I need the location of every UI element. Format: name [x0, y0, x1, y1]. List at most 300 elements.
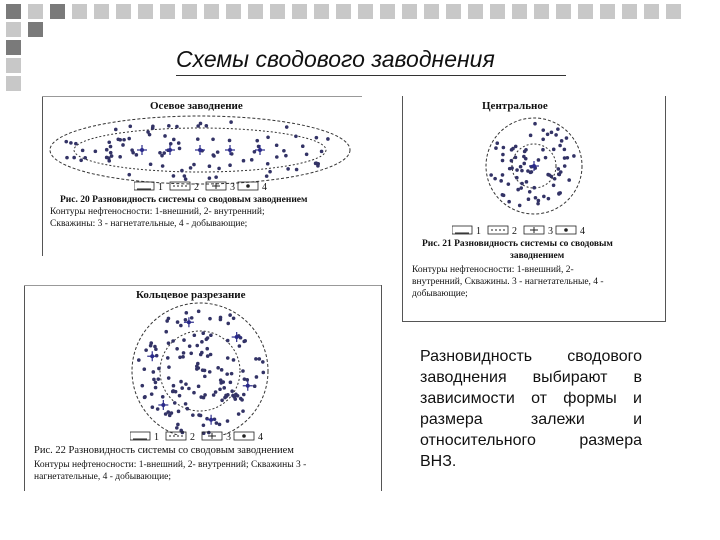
decorative-square: [644, 4, 659, 19]
producer-well-dot: [261, 371, 265, 375]
producer-well-dot: [546, 173, 550, 177]
producer-well-dot: [242, 159, 246, 163]
injector-well-icon: [147, 351, 157, 361]
producer-well-dot: [532, 186, 536, 190]
producer-well-dot: [230, 372, 234, 376]
injector-center: [228, 148, 232, 152]
producer-well-dot: [122, 138, 126, 142]
decorative-square: [666, 4, 681, 19]
producer-well-dot: [128, 125, 132, 129]
injector-well-icon: [529, 161, 539, 171]
producer-well-dot: [142, 367, 146, 371]
producer-well-dot: [510, 159, 514, 163]
producer-well-dot: [275, 143, 279, 147]
producer-well-dot: [508, 167, 512, 171]
injector-well-icon: [255, 145, 265, 155]
producer-well-dot: [266, 135, 270, 139]
producer-well-dot: [515, 168, 519, 172]
legend-label: 4: [258, 432, 263, 443]
producer-well-dot: [192, 391, 196, 395]
producer-well-dot: [185, 311, 189, 315]
producer-well-dot: [156, 407, 160, 411]
producer-well-dot: [208, 370, 212, 374]
producer-well-dot: [557, 192, 561, 196]
legend-label: 1: [154, 432, 159, 443]
producer-well-dot: [69, 141, 73, 145]
legend-mark: [242, 434, 246, 438]
producer-well-dot: [295, 168, 299, 172]
producer-well-dot: [534, 196, 538, 200]
decorative-square: [380, 4, 395, 19]
producer-well-dot: [203, 375, 207, 379]
producer-well-dot: [167, 365, 171, 369]
producer-well-dot: [197, 310, 201, 314]
producer-well-dot: [177, 141, 181, 145]
injector-well-icon: [243, 381, 253, 391]
producer-well-dot: [215, 421, 219, 425]
producer-well-dot: [557, 172, 561, 176]
title-underline: [176, 75, 566, 76]
decorative-square: [578, 4, 593, 19]
producer-well-dot: [241, 409, 245, 413]
decorative-square: [160, 4, 175, 19]
decorative-square: [622, 4, 637, 19]
producer-well-dot: [242, 393, 246, 397]
decorative-square: [248, 4, 263, 19]
producer-well-dot: [544, 156, 548, 160]
producer-well-dot: [186, 407, 190, 411]
producer-well-dot: [502, 146, 506, 150]
producer-well-dot: [218, 387, 222, 391]
producer-well-dot: [188, 344, 192, 348]
producer-well-dot: [514, 156, 518, 160]
producer-well-dot: [554, 133, 558, 137]
producer-well-dot: [200, 351, 204, 355]
producer-well-dot: [74, 142, 78, 146]
producer-well-dot: [140, 384, 144, 388]
producer-well-dot: [195, 344, 199, 348]
producer-well-dot: [179, 324, 183, 328]
decorative-square: [226, 4, 241, 19]
producer-well-dot: [109, 151, 113, 155]
decorative-square: [402, 4, 417, 19]
producer-well-dot: [519, 165, 523, 169]
producer-well-dot: [217, 167, 221, 171]
producer-well-dot: [107, 140, 111, 144]
producer-well-dot: [216, 366, 220, 370]
figure-axial-panel: [42, 96, 362, 256]
producer-well-dot: [161, 164, 165, 168]
producer-well-dot: [286, 167, 290, 171]
producer-well-dot: [156, 377, 160, 381]
decorative-square: [116, 4, 131, 19]
producer-well-dot: [230, 389, 234, 393]
decorative-square: [6, 4, 21, 19]
producer-well-dot: [566, 156, 570, 160]
legend-label: 2: [194, 182, 199, 192]
producer-well-dot: [542, 195, 546, 199]
producer-well-dot: [181, 355, 185, 359]
producer-well-dot: [250, 158, 254, 162]
figure-heading: Кольцевое разрезание: [136, 289, 246, 301]
panel-border-bottom: [402, 321, 666, 322]
decorative-square: [204, 4, 219, 19]
producer-well-dot: [257, 357, 261, 361]
producer-well-dot: [144, 348, 148, 352]
producer-well-dot: [168, 414, 172, 418]
producer-well-dot: [294, 134, 298, 138]
producer-well-dot: [265, 174, 269, 178]
decorative-square: [314, 4, 329, 19]
producer-well-dot: [526, 169, 530, 173]
producer-well-dot: [184, 402, 188, 406]
figure-caption-line: Скважины: 3 - нагнетательные, 4 - добывающие;: [50, 219, 248, 229]
slide-body-text: Разновидность сводового заводнения выбирают в зависимости от формы и размера залежи и относительного размера ВНЗ.: [420, 348, 642, 470]
producer-well-dot: [220, 368, 224, 372]
producer-well-dot: [79, 158, 83, 162]
producer-well-dot: [216, 150, 220, 154]
producer-well-dot: [176, 423, 180, 427]
producer-well-dot: [175, 347, 179, 351]
producer-well-dot: [515, 176, 519, 180]
figure-caption-line: добывающие;: [412, 289, 468, 299]
producer-well-dot: [200, 340, 204, 344]
legend-ring: [130, 430, 300, 444]
injector-center: [246, 384, 250, 388]
producer-well-dot: [148, 133, 152, 137]
producer-well-dot: [152, 378, 156, 382]
producer-well-dot: [192, 163, 196, 167]
producer-well-dot: [182, 351, 186, 355]
legend-label: 1: [476, 226, 481, 236]
legend-central: [452, 224, 622, 236]
injector-well-icon: [232, 332, 242, 342]
injector-center: [161, 403, 165, 407]
producer-well-dot: [522, 162, 526, 166]
producer-well-dot: [525, 180, 529, 184]
producer-well-dot: [178, 147, 182, 151]
producer-well-dot: [552, 148, 556, 152]
producer-well-dot: [314, 161, 318, 165]
producer-well-dot: [190, 316, 194, 320]
producer-well-dot: [550, 175, 554, 179]
producer-well-dot: [176, 320, 180, 324]
producer-well-dot: [243, 339, 247, 343]
producer-well-dot: [284, 154, 288, 158]
figure-caption-line: Контуры нефтеносности: 1-внешний, 2- внутренний; Скважины 3 -: [34, 460, 307, 470]
producer-well-dot: [114, 128, 118, 132]
producer-well-dot: [494, 146, 498, 150]
decorative-square: [468, 4, 483, 19]
producer-well-dot: [94, 150, 98, 154]
producer-well-dot: [495, 141, 499, 145]
producer-well-dot: [167, 341, 171, 345]
decorative-square: [534, 4, 549, 19]
producer-well-dot: [196, 362, 200, 366]
decorative-square: [72, 4, 87, 19]
slide-title: Схемы сводового заводнения: [176, 46, 495, 72]
producer-well-dot: [201, 331, 205, 335]
producer-well-dot: [131, 151, 135, 155]
legend-label: 3: [548, 226, 553, 236]
producer-well-dot: [563, 164, 567, 168]
injector-center: [168, 148, 172, 152]
decorative-square: [446, 4, 461, 19]
decorative-square: [94, 4, 109, 19]
producer-well-dot: [206, 336, 210, 340]
figure-heading: Осевое заводнение: [150, 100, 243, 112]
decorative-square: [6, 22, 21, 37]
producer-well-dot: [226, 339, 230, 343]
producer-well-dot: [182, 338, 186, 342]
figure-caption-line: заводнением: [510, 251, 565, 261]
producer-well-dot: [315, 136, 319, 140]
producer-well-dot: [172, 174, 176, 178]
producer-well-dot: [537, 158, 541, 162]
producer-well-dot: [202, 423, 206, 427]
producer-well-dot: [228, 139, 232, 143]
figure-ring-panel: [24, 285, 382, 491]
injector-center: [258, 148, 262, 152]
producer-well-dot: [563, 148, 567, 152]
producer-well-dot: [285, 125, 289, 129]
producer-well-dot: [541, 128, 545, 132]
producer-well-dot: [514, 145, 518, 149]
producer-well-dot: [546, 133, 550, 137]
producer-well-dot: [196, 137, 200, 141]
producer-well-dot: [537, 199, 541, 203]
producer-well-dot: [175, 125, 179, 129]
producer-well-dot: [211, 153, 215, 157]
decorative-square: [6, 76, 21, 91]
producer-well-dot: [253, 384, 257, 388]
producer-well-dot: [556, 127, 560, 131]
producer-well-dot: [152, 370, 156, 374]
producer-well-dot: [180, 169, 184, 173]
producer-well-dot: [184, 318, 188, 322]
producer-well-dot: [212, 393, 216, 397]
injector-center: [235, 335, 239, 339]
producer-well-dot: [149, 162, 153, 166]
producer-well-dot: [153, 345, 157, 349]
producer-well-dot: [211, 137, 215, 141]
producer-well-dot: [557, 167, 561, 171]
producer-well-dot: [167, 124, 171, 128]
producer-well-dot: [127, 137, 131, 141]
injector-center: [532, 164, 536, 168]
producer-well-dot: [127, 173, 131, 177]
decorative-square: [6, 40, 21, 55]
producer-well-dot: [493, 177, 497, 181]
producer-well-dot: [529, 134, 533, 138]
producer-well-dot: [552, 183, 556, 187]
producer-well-dot: [228, 313, 232, 317]
producer-well-dot: [236, 394, 240, 398]
ring-diagram: [24, 295, 382, 435]
producer-well-dot: [158, 151, 162, 155]
decorative-square: [358, 4, 373, 19]
producer-well-dot: [560, 139, 564, 143]
producer-well-dot: [225, 372, 229, 376]
producer-well-dot: [275, 155, 279, 159]
producer-well-dot: [301, 144, 305, 148]
producer-well-dot: [501, 153, 505, 157]
injector-center: [187, 320, 191, 324]
producer-well-dot: [520, 182, 524, 186]
producer-well-dot: [268, 170, 272, 174]
producer-well-dot: [226, 419, 230, 423]
injector-center: [209, 418, 213, 422]
producer-well-dot: [116, 137, 120, 141]
producer-well-dot: [220, 399, 224, 403]
producer-well-dot: [507, 182, 511, 186]
legend-label: 4: [262, 182, 267, 192]
producer-well-dot: [558, 144, 562, 148]
producer-well-dot: [516, 188, 520, 192]
producer-well-dot: [240, 398, 244, 402]
producer-well-dot: [507, 200, 511, 204]
producer-well-dot: [163, 134, 167, 138]
producer-well-dot: [161, 395, 165, 399]
figure-caption-title: Рис. 20 Разновидность системы со сводовым заводнением: [60, 195, 308, 205]
producer-well-dot: [266, 162, 270, 166]
producer-well-dot: [528, 190, 532, 194]
panel-border-top: [42, 96, 362, 97]
producer-well-dot: [172, 384, 176, 388]
producer-well-dot: [219, 316, 223, 320]
producer-well-dot: [184, 382, 188, 386]
producer-well-dot: [65, 156, 69, 160]
figure-caption-line: нагнетательные, 4 - добывающие;: [34, 472, 172, 482]
producer-well-dot: [205, 124, 209, 128]
producer-well-dot: [121, 143, 125, 147]
producer-well-dot: [149, 344, 153, 348]
producer-well-dot: [565, 136, 569, 140]
producer-well-dot: [209, 333, 213, 337]
producer-well-dot: [254, 357, 258, 361]
producer-well-dot: [199, 395, 203, 399]
producer-well-dot: [232, 358, 236, 362]
producer-well-dot: [518, 204, 522, 208]
legend-label: 1: [158, 182, 163, 192]
decorative-square: [336, 4, 351, 19]
producer-well-dot: [208, 164, 212, 168]
figure-caption-line: Контуры нефтеносности: 1-внешний, 2-: [412, 265, 574, 275]
producer-well-dot: [305, 152, 309, 156]
producer-well-dot: [224, 394, 228, 398]
injector-well-icon: [195, 145, 205, 155]
producer-well-dot: [151, 405, 155, 409]
decorative-square: [490, 4, 505, 19]
producer-well-dot: [527, 197, 531, 201]
producer-well-dot: [180, 386, 184, 390]
decorative-square: [292, 4, 307, 19]
producer-well-dot: [524, 157, 528, 161]
producer-well-dot: [550, 131, 554, 135]
legend-mark: [246, 184, 250, 188]
producer-well-dot: [195, 367, 199, 371]
decorative-square: [270, 4, 285, 19]
panel-border-top: [24, 285, 382, 286]
producer-well-dot: [320, 150, 324, 154]
producer-well-dot: [199, 414, 203, 418]
producer-well-dot: [171, 339, 175, 343]
central-diagram: [402, 114, 666, 224]
decorative-square: [28, 22, 43, 37]
producer-well-dot: [208, 317, 212, 321]
injector-well-icon: [137, 145, 147, 155]
producer-well-dot: [524, 148, 528, 152]
producer-well-dot: [547, 197, 551, 201]
producer-well-dot: [83, 156, 87, 160]
figure-caption-line: внутренний, Скважины. 3 - нагнетательные, 4 -: [412, 277, 604, 287]
producer-well-dot: [572, 154, 576, 158]
producer-well-dot: [199, 122, 203, 126]
producer-well-dot: [203, 393, 207, 397]
producer-well-dot: [72, 156, 76, 160]
producer-well-dot: [191, 413, 195, 417]
injector-well-icon: [158, 400, 168, 410]
producer-well-dot: [567, 178, 571, 182]
legend-label: 3: [230, 182, 235, 192]
producer-well-dot: [261, 360, 265, 364]
decorative-square: [424, 4, 439, 19]
producer-well-dot: [178, 356, 182, 360]
producer-well-dot: [553, 177, 557, 181]
inner-contour: [160, 331, 240, 411]
producer-well-dot: [541, 148, 545, 152]
injector-center: [150, 354, 154, 358]
producer-well-dot: [326, 137, 330, 141]
producer-well-dot: [226, 322, 230, 326]
producer-well-dot: [137, 358, 141, 362]
producer-well-dot: [229, 381, 233, 385]
producer-well-dot: [533, 122, 537, 126]
producer-well-dot: [187, 387, 191, 391]
producer-well-dot: [238, 344, 242, 348]
producer-well-dot: [166, 410, 170, 414]
producer-well-dot: [177, 410, 181, 414]
producer-well-dot: [222, 386, 226, 390]
figure-heading: Центральное: [482, 100, 548, 112]
producer-well-dot: [197, 385, 201, 389]
producer-well-dot: [206, 354, 210, 358]
producer-well-dot: [150, 392, 154, 396]
injector-well-icon: [165, 145, 175, 155]
producer-well-dot: [167, 376, 171, 380]
decorative-square: [50, 4, 65, 19]
producer-well-dot: [105, 148, 109, 152]
producer-well-dot: [219, 378, 223, 382]
producer-well-dot: [218, 423, 222, 427]
injector-center: [140, 148, 144, 152]
producer-well-dot: [157, 367, 161, 371]
producer-well-dot: [151, 125, 155, 129]
figure-caption-line: Контуры нефтеносности: 1-внешний, 2- внутренний;: [50, 207, 265, 217]
producer-well-dot: [154, 386, 158, 390]
decorative-square: [6, 58, 21, 73]
producer-well-dot: [179, 380, 183, 384]
producer-well-dot: [165, 319, 169, 323]
producer-well-dot: [189, 166, 193, 170]
producer-well-dot: [178, 394, 182, 398]
decorative-square: [512, 4, 527, 19]
producer-well-dot: [173, 401, 177, 405]
legend-mark: [564, 228, 568, 232]
decorative-square: [138, 4, 153, 19]
producer-well-dot: [499, 179, 503, 183]
figure-caption-title: Рис. 21 Разновидность системы со сводовым: [422, 239, 613, 249]
